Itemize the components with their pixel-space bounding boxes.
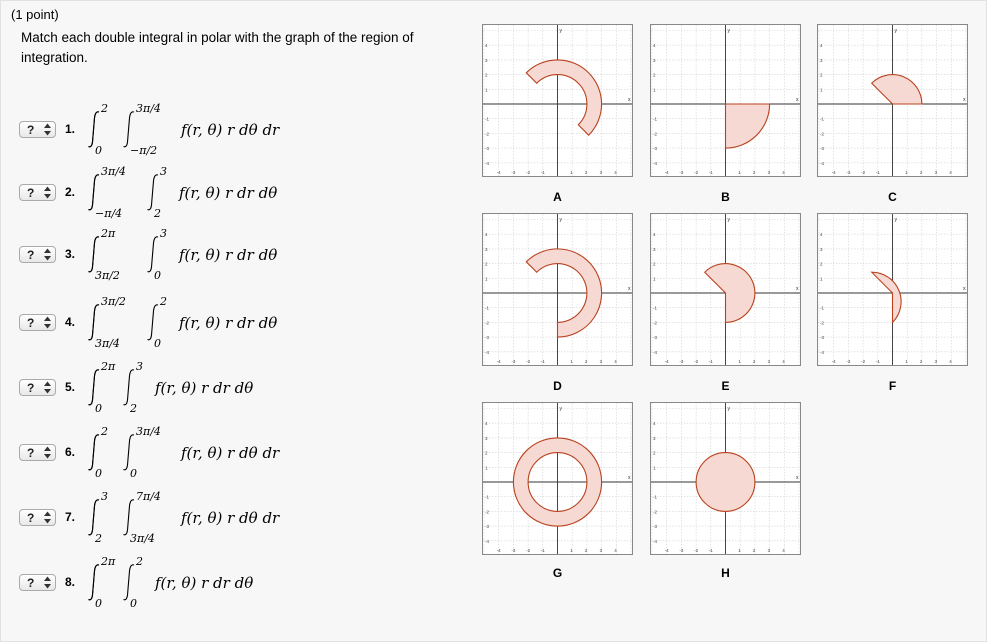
y-tick-label: -1 <box>485 116 490 122</box>
y-tick-label: -2 <box>485 131 490 137</box>
region-graph-E[interactable] <box>650 213 801 366</box>
integral-sign <box>89 305 100 340</box>
x-tick-label: -3 <box>511 359 516 364</box>
y-tick-label: 4 <box>485 421 488 427</box>
question-number: 5. <box>65 380 76 394</box>
integral-limit: 0 <box>95 402 102 415</box>
y-tick-label: 3 <box>485 246 488 252</box>
instructions: Match each double integral in polar with the graph of the region of integration. <box>21 30 414 65</box>
integral-limit: 0 <box>95 467 102 480</box>
integral-limit: 0 <box>154 269 161 282</box>
updown-arrows-icon <box>43 575 52 590</box>
integral-limit: 3π/4 <box>95 337 120 350</box>
answer-select-value: ? <box>27 316 35 330</box>
x-tick-label: -1 <box>875 170 880 175</box>
x-tick-label: 1 <box>738 170 741 175</box>
question-number: 3. <box>65 247 76 261</box>
region-graph-C[interactable] <box>817 24 968 177</box>
y-tick-label: 2 <box>653 261 656 267</box>
x-tick-label: 1 <box>570 548 573 553</box>
y-tick-label: 1 <box>485 276 488 282</box>
graph-label: A <box>553 190 562 204</box>
x-axis-label: x <box>796 286 799 292</box>
x-tick-label: 1 <box>738 359 741 364</box>
y-tick-label: -3 <box>485 146 490 152</box>
integral-limit: 0 <box>95 597 102 610</box>
y-tick-label: -4 <box>653 160 658 166</box>
graph-label: E <box>721 379 730 393</box>
y-tick-label: 3 <box>653 57 656 63</box>
y-axis-label: y <box>894 217 897 223</box>
answer-select[interactable] <box>19 379 56 396</box>
y-axis-label: y <box>727 217 730 223</box>
answer-select-value: ? <box>27 511 35 525</box>
question-number: 2. <box>65 185 76 199</box>
y-tick-label: 3 <box>485 435 488 441</box>
x-tick-label: -3 <box>679 170 684 175</box>
integral-limit: 3 <box>160 227 167 240</box>
region-graph-B[interactable] <box>650 24 801 177</box>
integral-limit: 7π/4 <box>136 490 161 503</box>
x-tick-label: 2 <box>584 548 588 553</box>
x-tick-label: 1 <box>905 170 908 175</box>
y-tick-label: 1 <box>485 465 488 471</box>
y-tick-label: -3 <box>820 335 825 341</box>
y-tick-label: -2 <box>485 509 490 515</box>
y-tick-label: -2 <box>653 131 658 137</box>
y-tick-label: -3 <box>820 146 825 152</box>
y-tick-label: 4 <box>485 43 488 49</box>
y-tick-label: 4 <box>653 421 656 427</box>
y-axis-label: y <box>727 28 730 34</box>
y-tick-label: 1 <box>653 276 656 282</box>
x-axis-label: x <box>963 286 966 292</box>
x-tick-label: 3 <box>934 359 938 364</box>
x-tick-label: -4 <box>664 548 669 553</box>
y-tick-label: 4 <box>820 232 823 238</box>
x-tick-label: -4 <box>496 170 501 175</box>
y-tick-label: -1 <box>485 305 490 311</box>
integral-sign <box>148 175 159 210</box>
x-tick-label: 1 <box>570 359 573 364</box>
x-tick-label: -3 <box>511 548 516 553</box>
x-tick-label: 4 <box>614 359 617 364</box>
integrand: f(r, θ) r dr dθ <box>179 314 278 332</box>
x-tick-label: -4 <box>496 359 501 364</box>
points-label: (1 point) <box>11 7 59 22</box>
y-tick-label: -1 <box>485 494 490 500</box>
x-tick-label: -3 <box>846 170 851 175</box>
answer-select[interactable] <box>19 314 56 331</box>
x-tick-label: -2 <box>526 548 531 553</box>
integral-sign <box>124 370 135 405</box>
answer-select-value: ? <box>27 381 35 395</box>
y-tick-label: 4 <box>653 232 656 238</box>
double-integral <box>83 98 343 160</box>
x-tick-label: -1 <box>708 548 713 553</box>
region-graph-G[interactable] <box>482 402 633 555</box>
double-integral <box>83 291 343 353</box>
y-tick-label: 2 <box>820 72 823 78</box>
answer-select[interactable] <box>19 184 56 201</box>
integral-sign <box>89 112 100 147</box>
integral-limit: 2π <box>101 227 116 240</box>
answer-select-value: ? <box>27 576 35 590</box>
integral-sign <box>89 370 100 405</box>
x-tick-label: -4 <box>664 359 669 364</box>
y-tick-label: -2 <box>485 320 490 326</box>
integrand: f(r, θ) r dr dθ <box>155 574 254 592</box>
y-tick-label: 1 <box>653 465 656 471</box>
y-tick-label: -1 <box>820 305 825 311</box>
integral-sign <box>89 435 100 470</box>
y-tick-label: -3 <box>653 335 658 341</box>
x-tick-label: -2 <box>694 548 699 553</box>
x-tick-label: 4 <box>782 359 785 364</box>
updown-arrows-icon <box>43 510 52 525</box>
double-integral <box>83 486 343 548</box>
integral-sign <box>89 237 100 272</box>
x-tick-label: 4 <box>782 170 785 175</box>
integral-limit: 3π/2 <box>101 295 126 308</box>
x-tick-label: -4 <box>831 359 836 364</box>
double-integral <box>83 551 343 613</box>
double-integral <box>83 223 343 285</box>
updown-arrows-icon <box>43 247 52 262</box>
x-tick-label: 3 <box>599 548 603 553</box>
integral-limit: 2 <box>154 207 161 220</box>
y-tick-label: 4 <box>820 43 823 49</box>
updown-arrows-icon <box>43 122 52 137</box>
y-tick-label: -4 <box>653 538 658 544</box>
x-tick-label: -4 <box>664 170 669 175</box>
double-integral <box>83 421 343 483</box>
integral-limit: 2 <box>101 102 108 115</box>
question-number: 4. <box>65 315 76 329</box>
y-tick-label: 2 <box>653 450 656 456</box>
graph-label: G <box>552 566 563 580</box>
answer-select[interactable] <box>19 574 56 591</box>
y-tick-label: 1 <box>820 87 823 93</box>
updown-arrows-icon <box>43 185 52 200</box>
question-number: 1. <box>65 122 76 136</box>
x-tick-label: -1 <box>540 359 545 364</box>
y-tick-label: -3 <box>485 335 490 341</box>
x-tick-label: 2 <box>752 359 756 364</box>
answer-select-value: ? <box>27 123 35 137</box>
integral-sign <box>124 565 135 600</box>
y-tick-label: -2 <box>653 509 658 515</box>
answer-select-value: ? <box>27 446 35 460</box>
x-tick-label: -1 <box>540 548 545 553</box>
updown-arrows-icon <box>43 445 52 460</box>
integrand: f(r, θ) r dr dθ <box>179 184 278 202</box>
y-axis-label: y <box>559 406 562 412</box>
y-tick-label: -4 <box>820 349 825 355</box>
x-tick-label: 3 <box>934 170 938 175</box>
answer-select[interactable] <box>19 121 56 138</box>
x-axis-label: x <box>628 97 631 103</box>
integral-sign <box>89 175 100 210</box>
answer-select[interactable] <box>19 509 56 526</box>
integral-limit: 0 <box>130 597 137 610</box>
question-number: 8. <box>65 575 76 589</box>
x-tick-label: -3 <box>679 359 684 364</box>
x-tick-label: 2 <box>584 170 588 175</box>
integral-limit: 2π <box>101 360 116 373</box>
integral-limit: 3π/2 <box>95 269 120 282</box>
x-tick-label: -1 <box>875 359 880 364</box>
y-tick-label: -4 <box>485 349 490 355</box>
x-tick-label: 3 <box>767 359 771 364</box>
integral-limit: 3 <box>101 490 108 503</box>
x-tick-label: 1 <box>570 170 573 175</box>
y-tick-label: -3 <box>653 146 658 152</box>
y-tick-label: -1 <box>653 494 658 500</box>
y-tick-label: 3 <box>485 57 488 63</box>
integrand: f(r, θ) r dr dθ <box>155 379 254 397</box>
x-tick-label: 1 <box>738 548 741 553</box>
integral-limit: 2 <box>130 402 137 415</box>
x-axis-label: x <box>963 97 966 103</box>
x-tick-label: -3 <box>511 170 516 175</box>
region-graph-A[interactable] <box>482 24 633 177</box>
y-tick-label: 2 <box>485 72 488 78</box>
x-axis-label: x <box>628 475 631 481</box>
x-tick-label: 2 <box>584 359 588 364</box>
x-axis-label: x <box>628 286 631 292</box>
question-number: 7. <box>65 510 76 524</box>
x-tick-label: 1 <box>905 359 908 364</box>
x-tick-label: 2 <box>752 548 756 553</box>
x-tick-label: -4 <box>496 548 501 553</box>
y-axis-label: y <box>894 28 897 34</box>
x-tick-label: -4 <box>831 170 836 175</box>
x-tick-label: 2 <box>919 170 923 175</box>
x-tick-label: 2 <box>752 170 756 175</box>
x-tick-label: 3 <box>767 548 771 553</box>
integral-limit: 2 <box>95 532 102 545</box>
x-tick-label: -2 <box>861 359 866 364</box>
x-tick-label: -3 <box>679 548 684 553</box>
y-tick-label: -4 <box>485 538 490 544</box>
x-tick-label: 3 <box>599 170 603 175</box>
double-integral <box>83 161 343 223</box>
y-tick-label: -4 <box>653 349 658 355</box>
x-tick-label: 3 <box>767 170 771 175</box>
x-tick-label: -2 <box>526 359 531 364</box>
x-tick-label: 4 <box>614 548 617 553</box>
graph-label: C <box>888 190 897 204</box>
x-tick-label: 4 <box>949 170 952 175</box>
integral-limit: 2 <box>136 555 143 568</box>
x-tick-label: -1 <box>708 359 713 364</box>
integral-limit: 3π/4 <box>136 102 161 115</box>
graph-label: B <box>721 190 730 204</box>
updown-arrows-icon <box>43 380 52 395</box>
x-axis-label: x <box>796 97 799 103</box>
y-tick-label: -2 <box>653 320 658 326</box>
integral-limit: 0 <box>95 144 102 157</box>
x-tick-label: 4 <box>949 359 952 364</box>
integral-sign <box>124 435 135 470</box>
region-graph-H[interactable] <box>650 402 801 555</box>
graph-label: H <box>721 566 730 580</box>
updown-arrows-icon <box>43 315 52 330</box>
x-tick-label: 4 <box>782 548 785 553</box>
y-tick-label: 1 <box>485 87 488 93</box>
y-tick-label: -2 <box>820 131 825 137</box>
x-tick-label: -2 <box>694 170 699 175</box>
integral-limit: 2 <box>101 425 108 438</box>
integral-sign <box>124 500 135 535</box>
integral-limit: 3π/4 <box>136 425 161 438</box>
y-tick-label: -1 <box>653 305 658 311</box>
y-tick-label: 2 <box>653 72 656 78</box>
x-tick-label: -2 <box>694 359 699 364</box>
y-tick-label: 2 <box>485 261 488 267</box>
integrand: f(r, θ) r dθ dr <box>181 509 280 527</box>
y-tick-label: 3 <box>653 435 656 441</box>
integral-limit: 2π <box>101 555 116 568</box>
integral-limit: 3π/4 <box>101 165 126 178</box>
integral-limit: −π/4 <box>95 207 123 220</box>
integral-limit: 2 <box>160 295 167 308</box>
x-tick-label: 3 <box>599 359 603 364</box>
y-tick-label: 2 <box>820 261 823 267</box>
y-tick-label: 1 <box>820 276 823 282</box>
answer-select-value: ? <box>27 248 35 262</box>
x-tick-label: -2 <box>526 170 531 175</box>
answer-select[interactable] <box>19 444 56 461</box>
y-tick-label: 3 <box>820 246 823 252</box>
region-shape <box>696 453 755 512</box>
x-tick-label: 4 <box>614 170 617 175</box>
y-tick-label: -2 <box>820 320 825 326</box>
graph-label: D <box>553 379 562 393</box>
x-axis-label: x <box>796 475 799 481</box>
question-number: 6. <box>65 445 76 459</box>
y-tick-label: 3 <box>820 57 823 63</box>
y-axis-label: y <box>559 217 562 223</box>
integral-sign <box>124 112 135 147</box>
integrand: f(r, θ) r dθ dr <box>181 444 280 462</box>
integral-sign <box>89 565 100 600</box>
y-tick-label: -1 <box>653 116 658 122</box>
integral-limit: −π/2 <box>130 144 158 157</box>
y-tick-label: 2 <box>485 450 488 456</box>
y-tick-label: -3 <box>653 524 658 530</box>
integral-sign <box>89 500 100 535</box>
y-tick-label: -1 <box>820 116 825 122</box>
x-tick-label: -1 <box>540 170 545 175</box>
integrand: f(r, θ) r dθ dr <box>181 121 280 139</box>
y-tick-label: 1 <box>653 87 656 93</box>
integral-sign <box>148 305 159 340</box>
x-tick-label: -3 <box>846 359 851 364</box>
x-tick-label: -2 <box>861 170 866 175</box>
y-tick-label: -3 <box>485 524 490 530</box>
y-axis-label: y <box>559 28 562 34</box>
integrand: f(r, θ) r dr dθ <box>179 246 278 264</box>
region-graph-D[interactable] <box>482 213 633 366</box>
x-tick-label: 2 <box>919 359 923 364</box>
integral-sign <box>148 237 159 272</box>
y-tick-label: 3 <box>653 246 656 252</box>
y-tick-label: 4 <box>485 232 488 238</box>
answer-select[interactable] <box>19 246 56 263</box>
integral-limit: 3π/4 <box>130 532 155 545</box>
answer-select-value: ? <box>27 186 35 200</box>
integral-limit: 0 <box>154 337 161 350</box>
x-tick-label: -1 <box>708 170 713 175</box>
integral-limit: 0 <box>130 467 137 480</box>
integral-limit: 3 <box>160 165 167 178</box>
y-tick-label: 4 <box>653 43 656 49</box>
graph-label: F <box>888 379 897 393</box>
integral-limit: 3 <box>136 360 143 373</box>
double-integral <box>83 356 343 418</box>
y-axis-label: y <box>727 406 730 412</box>
region-graph-F[interactable] <box>817 213 968 366</box>
y-tick-label: -4 <box>485 160 490 166</box>
y-tick-label: -4 <box>820 160 825 166</box>
